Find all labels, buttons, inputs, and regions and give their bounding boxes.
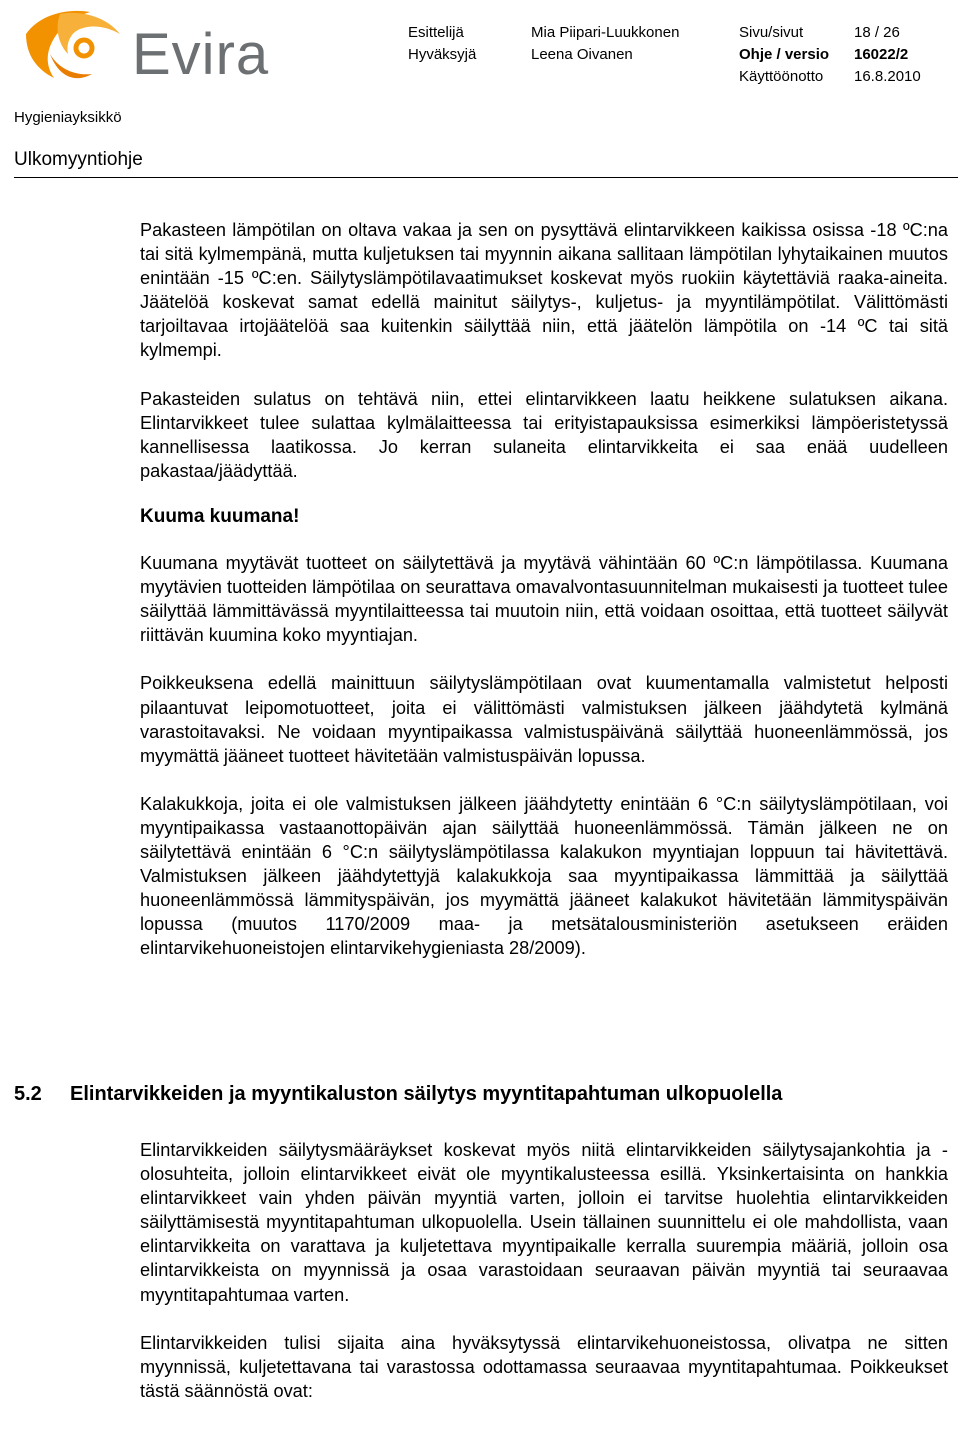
evira-logo-mark-icon: [20, 4, 130, 84]
paragraph-thawing: Pakasteiden sulatus on tehtävä niin, ettei elintarvikkeen laatu heikkene sulatuksen aikana. Elintarvikkeet tulee sulattaa kylmälaitteessa tai erityistapauksissa esimerkiksi lämpöeristetyssä kannellisessa laatikossa. Jo kerran sulaneita elintarvikkeita ei saa enää uudelleen pakastaa/jäädyttää.: [140, 388, 948, 481]
meta-labels-right: [739, 22, 829, 88]
section-heading: [14, 1083, 958, 1106]
approver-name: Leena Oivanen: [531, 46, 633, 63]
paragraph-bakery-exception: Poikkeuksena edellä mainittuun säilytyslämpötilaan ovat kuumentamalla valmistetut helposti pilaantuvat leipomotuotteet, joita ei välittömästi valmistuksen jälkeen jäähdytetä kylmänä varastoitavaksi. Ne voidaan myyntipaikassa valmistuspäivänä säilyttää huoneenlämmössä, jos myymättä jääneet tuotteet hävitetään valmistuspäivän lopussa.: [140, 673, 948, 766]
header-divider: [14, 177, 958, 178]
section-title: Elintarvikkeiden ja myyntikaluston säilytys myyntitapahtuman ulkopuolella: [70, 1083, 783, 1105]
pages-label: Sivu/sivut: [739, 24, 804, 41]
section-number: 5.2: [14, 1083, 42, 1105]
introduction-date: 16.8.2010: [854, 68, 921, 85]
presenter-name: Mia Piipari-Luukkonen: [531, 24, 680, 41]
introduction-label: Käyttöönotto: [739, 68, 824, 85]
page-number: 18 / 26: [854, 24, 900, 41]
paragraph-kalakukko: Kalakukkoja, joita ei ole valmistuksen jälkeen jäähdytetty enintään 6 °C:n säilytyslämpötilaan, voi myyntipaikassa vastaanottopäivän ajan säilyttää huoneenlämmössä. Tämän jälkeen ne on säilytettävä enintään 6 °C:n säilytyslämpötilassa kalakukon myyntiajan loppuun tai hävitettävä. Valmistuksen jälkeen jäähdytettyjä kalakukkoja saa myyntipaikassa lämmittää ja säilyttää huoneenlämmössä lämmityspäivän, jos myymättä jääneet kalakukot hävitetään lämmityspäivän lopussa (muutos 1170/2009 maa- ja metsätalousministeriön asetukseen eräiden elintarvikehuoneistojen elintarvikehygieniasta 28/2009).: [140, 793, 948, 959]
approver-label: Hyväksyjä: [408, 46, 477, 63]
document-title: Ulkomyyntiohje: [14, 149, 143, 170]
evira-logo-text: Evira: [132, 22, 270, 87]
meta-values-right: [854, 22, 921, 88]
guide-version-value: 16022/2: [854, 46, 909, 63]
department-name: Hygieniayksikkö: [14, 109, 122, 126]
main-content: [140, 218, 948, 960]
subheading-hot: Kuuma kuumana!: [140, 505, 300, 527]
presenter-label: Esittelijä: [408, 24, 464, 41]
paragraph-hot-products: Kuumana myytävät tuotteet on säilytettävä ja myytävä vähintään 60 ºC:n lämpötilassa. Kuumana myytävien tuotteiden lämpötilaa on seurattava omavalvontasuunnitelman mukaisesti ja tuotteet tulee säilyttää lämmittävässä myyntilaitteessa tai muutoin niin, että voidaan osoittaa, että tuotteet säilyvät riittävän kuumina koko myyntiajan.: [140, 553, 948, 646]
evira-logo: [20, 4, 280, 87]
paragraph-frozen-temperature: Pakasteen lämpötilan on oltava vakaa ja sen on pysyttävä elintarvikkeen kaikissa osissa -18 ºC:na tai sitä kylmempänä, mutta kuljetuksen tai myynnin aikana sallitaan lämpötilan lyhytaikainen muutos enintään -15 ºC:en. Säilytyslämpötilavaatimukset koskevat myös ruokiin käytettäviä raaka-aineita. Jäätelöä koskevat samat edellä mainitut säilytys-, kuljetus- ja myyntilämpötilat. Välittömästi tarjoiltavaa irtojäätelöä saa kuitenkin säilyttää niin, että jäätelön lämpötila on -14 ºC tai sitä kylmempi.: [140, 220, 948, 361]
meta-names: [531, 22, 679, 66]
section-content: [140, 1138, 948, 1403]
paragraph-storage-rules: Elintarvikkeiden säilytysmääräykset koskevat myös niitä elintarvikkeiden säilytysajankohtia ja -olosuhteita, jolloin elintarvikkeet eivät ole myyntikalusteessa esillä. Yksinkertaisinta on hankkia elintarvikkeet vain yhden päivän myyntiä varten, jolloin ei tarvitse huolehtia elintarvikkeiden säilyttämisestä myyntitapahtuman ulkopuolella. Usein tällainen suunnittelu ei ole mahdollista, vaan elintarvikkeita on varattava ja kuljetettava myyntipaikalle kerralla suurempia määriä, jolloin osa elintarvikkeista on myynnissä ja osaa varastoidaan seuraavan päivän myyntiä tai seuraavaa myyntitapahtumaa varten.: [140, 1140, 948, 1305]
guide-version-label: Ohje / versio: [739, 46, 830, 63]
paragraph-approved-premises: Elintarvikkeiden tulisi sijaita aina hyväksytyssä elintarvikehuoneistossa, olivatpa ne sitten myynnissä, kuljetettavana tai varastossa odottamassa seuraavaa myyntitapahtumaa. Poikkeukset tästä säännöstä ovat:: [140, 1332, 948, 1401]
meta-labels-left: [408, 22, 476, 66]
